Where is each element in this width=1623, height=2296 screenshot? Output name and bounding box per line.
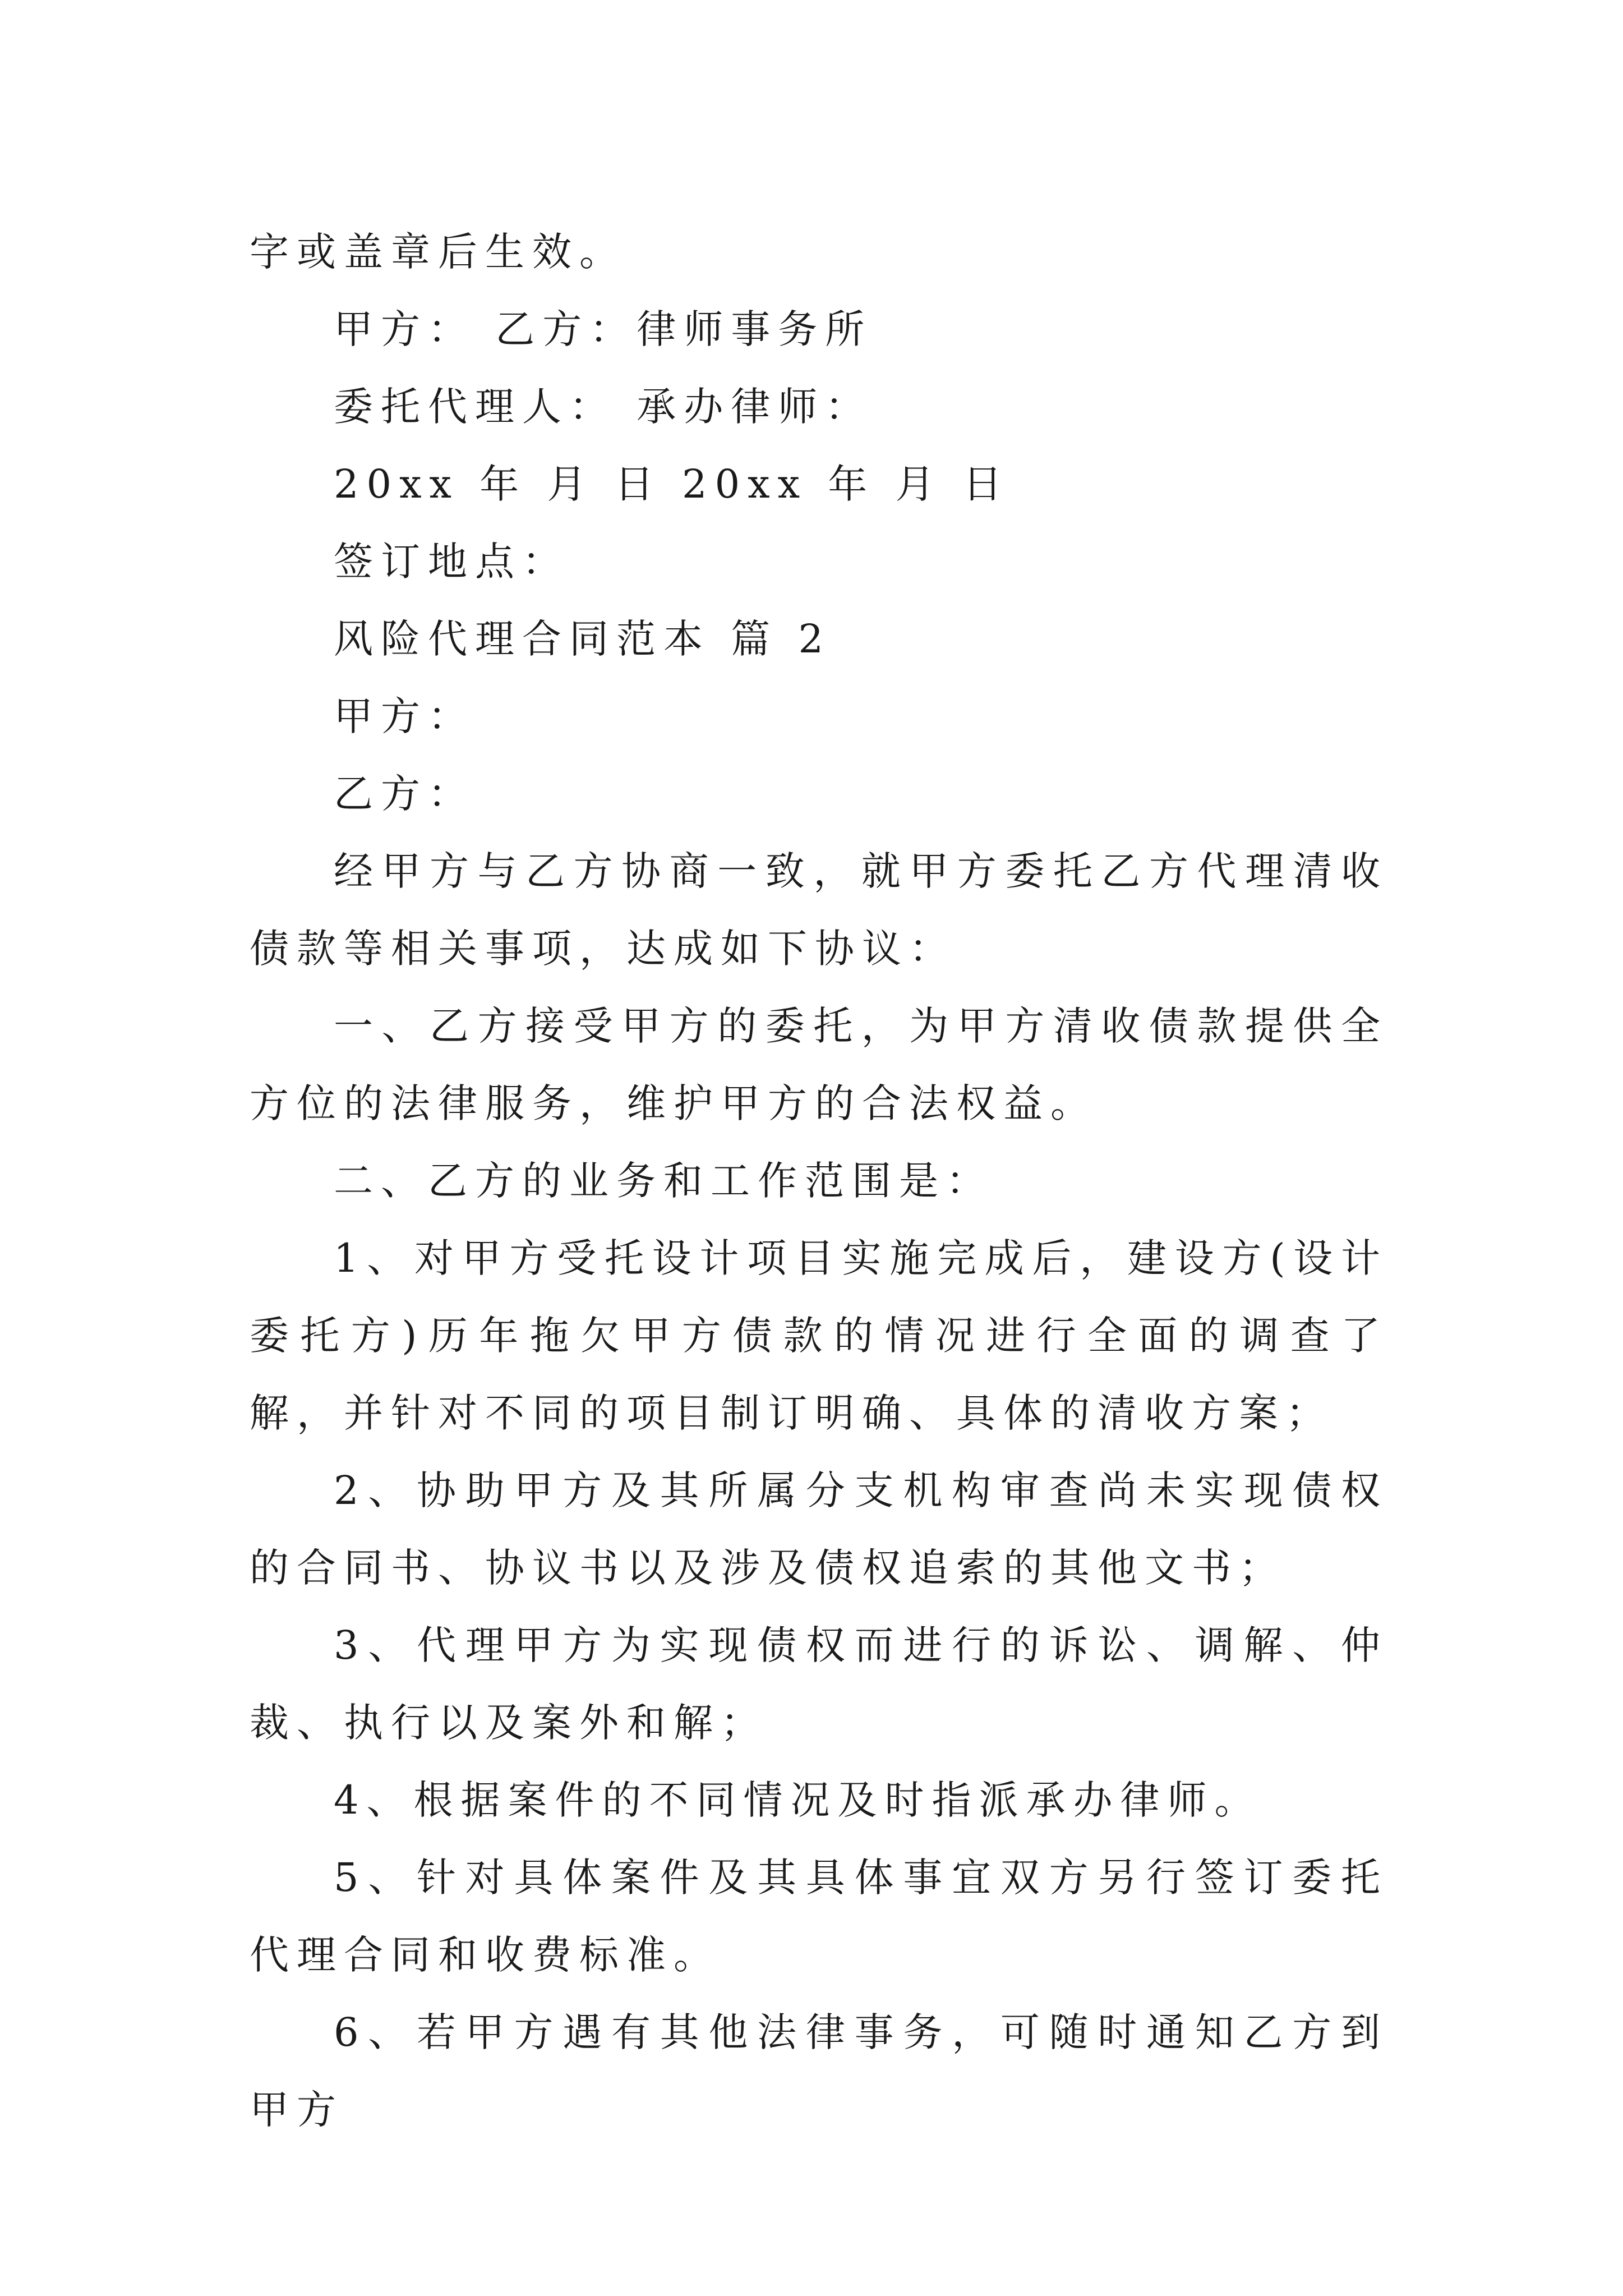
paragraph-effective-clause: 字或盖章后生效。 <box>250 229 626 275</box>
paragraph-item-6: 6、若甲方遇有其他法律事务，可随时通知乙方到甲方 <box>250 2009 1388 2133</box>
paragraph-party-a: 甲方： <box>334 693 475 739</box>
paragraph-signing-dates: 20xx 年 月 日 20xx 年 月 日 <box>334 461 1010 507</box>
paragraph-party-b: 乙方： <box>334 771 475 817</box>
paragraph-clause-2: 二、乙方的业务和工作范围是： <box>334 1158 993 1204</box>
paragraph-item-5: 5、针对具体案件及其具体事宜双方另行签订委托代理合同和收费标准。 <box>250 1855 1388 1978</box>
paragraph-signing-place: 签订地点： <box>334 539 569 585</box>
paragraph-preamble: 经甲方与乙方协商一致，就甲方委托乙方代理清收债款等相关事项，达成如下协议： <box>250 848 1388 972</box>
paragraph-item-3: 3、代理甲方为实现债权而进行的诉讼、调解、仲裁、执行以及案外和解； <box>250 1622 1388 1746</box>
paragraph-item-4: 4、根据案件的不同情况及时指派承办律师。 <box>334 1777 1262 1823</box>
section-title: 风险代理合同范本 篇 2 <box>334 616 832 662</box>
document-body <box>250 213 1388 2148</box>
paragraph-agents-signature: 委托代理人： 承办律师： <box>334 384 873 430</box>
paragraph-clause-1: 一、乙方接受甲方的委托，为甲方清收债款提供全方位的法律服务，维护甲方的合法权益。 <box>250 1003 1388 1126</box>
paragraph-item-1: 1、对甲方受托设计项目实施完成后，建设方(设计委托方)历年拖欠甲方债款的情况进行全面的调查了解，并针对不同的项目制订明确、具体的清收方案； <box>250 1235 1388 1436</box>
paragraph-parties-signature: 甲方： 乙方：律师事务所 <box>334 306 873 352</box>
paragraph-item-2: 2、协助甲方及其所属分支机构审查尚未实现债权的合同书、协议书以及涉及债权追索的其他文书； <box>250 1467 1388 1591</box>
